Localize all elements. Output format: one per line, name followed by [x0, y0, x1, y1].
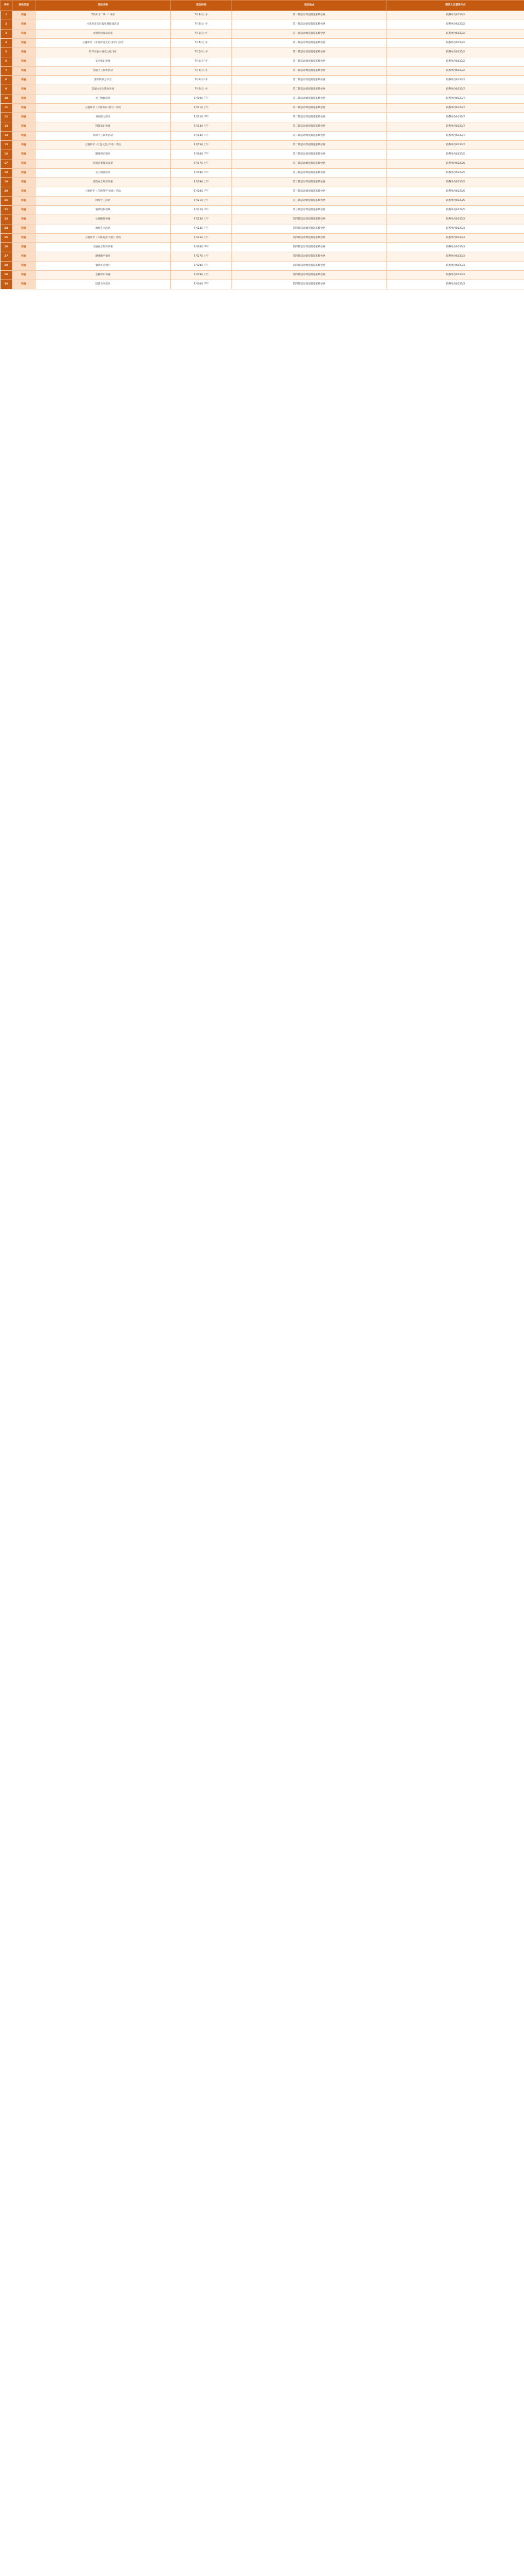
row-time: 7月21日上午 — [171, 197, 232, 206]
row-category: 讲座 — [13, 262, 35, 271]
row-title: 主题研学《自然科学·探索》活动 — [35, 187, 171, 197]
row-time: 7月28日下午 — [171, 262, 232, 271]
row-title: 亲子阅读活动 — [35, 169, 171, 178]
row-place: 第四期活动课室街道长岭社区 — [232, 215, 387, 224]
row-time: 7月12日下午 — [171, 113, 232, 122]
row-contact: 联系单位0123/5 — [387, 206, 524, 215]
table-row — [1, 76, 524, 85]
row-title: 暑期才艺展示 — [35, 262, 171, 271]
row-contact: 联系单位0123/5 — [387, 187, 524, 197]
row-category: 讲座 — [13, 178, 35, 187]
row-time: 7月13日上午 — [171, 122, 232, 132]
row-category: 讲座 — [13, 57, 35, 67]
row-title: 折纸手工活动 — [35, 197, 171, 206]
row-title: 垃圾分类知识竞赛 — [35, 159, 171, 169]
row-place: 第二期活动课室街道长岭社区 — [232, 76, 387, 85]
row-title: 创意手工制作活动 — [35, 67, 171, 76]
row-contact: 联系单位0123/2 — [387, 39, 524, 48]
row-index: 21 — [1, 197, 13, 206]
row-category: 讲座 — [13, 150, 35, 159]
row-index: 30 — [1, 280, 13, 289]
row-contact: 联系单位0123/2 — [387, 57, 524, 67]
row-title: 趣味英语课堂 — [35, 150, 171, 159]
row-title: 趣味数学课堂 — [35, 252, 171, 262]
row-place: 第四期活动课室街道长岭社区 — [232, 234, 387, 243]
row-category: 讲座 — [13, 94, 35, 104]
row-contact: 联系单位0123/2 — [387, 29, 524, 39]
row-title: 急救知识讲座 — [35, 271, 171, 280]
row-index: 26 — [1, 243, 13, 252]
row-contact: 联系单位0123/7 — [387, 141, 524, 150]
row-category: 讲座 — [13, 271, 35, 280]
row-place: 第四期活动课室街道长岭社区 — [232, 262, 387, 271]
row-index: 14 — [1, 132, 13, 141]
row-index: 25 — [1, 234, 13, 243]
row-contact: 联系单位0123/2 — [387, 20, 524, 29]
row-contact: 联系单位0123/3 — [387, 234, 524, 243]
row-contact: 联系单位0123/7 — [387, 76, 524, 85]
row-category: 讲座 — [13, 76, 35, 85]
row-title: 暑期电影放映 — [35, 206, 171, 215]
table-row — [1, 20, 524, 29]
row-time: 7月3日上午 — [171, 29, 232, 39]
row-category: 讲座 — [13, 39, 35, 48]
row-contact: 联系单位0123/7 — [387, 94, 524, 104]
header-category: 活动类型 — [13, 1, 35, 11]
row-category: 讲座 — [13, 29, 35, 39]
row-category: 讲座 — [13, 206, 35, 215]
table-row — [1, 206, 524, 215]
row-title: 暑期阅读分享会 — [35, 76, 171, 85]
row-place: 第三期活动课室街道长岭社区 — [232, 206, 387, 215]
row-time: 7月11日上午 — [171, 104, 232, 113]
table-body — [1, 11, 524, 289]
header-title: 活动名称 — [35, 1, 171, 11]
row-time: 7月10日下午 — [171, 94, 232, 104]
row-time: 7月17日上午 — [171, 159, 232, 169]
row-contact: 联系单位0123/2 — [387, 67, 524, 76]
row-place: 第四期活动课室街道长岭社区 — [232, 252, 387, 262]
row-index: 23 — [1, 215, 13, 224]
row-time: 7月8日下午 — [171, 76, 232, 85]
row-index: 18 — [1, 169, 13, 178]
row-time: 7月22日下午 — [171, 206, 232, 215]
row-title: 主题研学《红色文化·传承》活动 — [35, 141, 171, 150]
table-row — [1, 48, 524, 57]
header-time: 活动时间 — [171, 1, 232, 11]
row-contact: 联系单位0123/7 — [387, 113, 524, 122]
row-place: 第三期活动课室街道长岭社区 — [232, 159, 387, 169]
table-row — [1, 113, 524, 122]
table-row — [1, 280, 524, 289]
table-row — [1, 224, 524, 234]
row-contact: 联系单位0123/3 — [387, 224, 524, 234]
row-index: 11 — [1, 104, 13, 113]
row-index: 15 — [1, 141, 13, 150]
row-contact: 联系单位0123/5 — [387, 150, 524, 159]
row-title: 消防安全知识讲座 — [35, 178, 171, 187]
table-row — [1, 104, 524, 113]
row-time: 7月4日上午 — [171, 39, 232, 48]
table-row — [1, 85, 524, 94]
table-row — [1, 197, 524, 206]
row-contact: 联系单位0123/3 — [387, 262, 524, 271]
row-title: 科普知识讲座 — [35, 122, 171, 132]
row-contact: 联系单位0123/5 — [387, 178, 524, 187]
row-place: 第二期活动课室街道长岭社区 — [232, 113, 387, 122]
row-contact: 联系单位0123/3 — [387, 252, 524, 262]
row-category: 讲座 — [13, 243, 35, 252]
row-place: 第四期活动课室街道长岭社区 — [232, 224, 387, 234]
row-title: 文明用语知识讲座 — [35, 29, 171, 39]
row-time: 7月29日上午 — [171, 271, 232, 280]
row-place: 第一期活动课室街道长岭社区 — [232, 39, 387, 48]
row-index: 5 — [1, 48, 13, 57]
row-time: 7月20日下午 — [171, 187, 232, 197]
table-header-row — [1, 1, 524, 11]
row-time: 7月18日下午 — [171, 169, 232, 178]
row-title: 环保手工制作活动 — [35, 132, 171, 141]
row-place: 第二期活动课室街道长岭社区 — [232, 122, 387, 132]
row-time: 7月2日上午 — [171, 20, 232, 29]
row-category: 讲座 — [13, 169, 35, 178]
row-place: 第四期活动课室街道长岭社区 — [232, 271, 387, 280]
row-contact: 联系单位0123/2 — [387, 11, 524, 20]
row-contact: 联系单位0123/5 — [387, 197, 524, 206]
row-contact: 联系单位0123/3 — [387, 280, 524, 289]
row-index: 2 — [1, 20, 13, 29]
header-index: 序号 — [1, 1, 13, 11]
table-row — [1, 67, 524, 76]
row-title: 交通安全知识讲座 — [35, 243, 171, 252]
row-index: 16 — [1, 150, 13, 159]
row-category: 讲座 — [13, 67, 35, 76]
row-category: 讲座 — [13, 280, 35, 289]
row-place: 第三期活动课室街道长岭社区 — [232, 169, 387, 178]
row-place: 第二期活动课室街道长岭社区 — [232, 141, 387, 150]
table-row — [1, 39, 524, 48]
row-place: 第三期活动课室街道长岭社区 — [232, 187, 387, 197]
row-time: 7月15日上午 — [171, 141, 232, 150]
row-title: 主题研学《传统节日·端午》活动 — [35, 104, 171, 113]
row-title: 节约用水 “从一” 开始 — [35, 11, 171, 20]
row-category: 讲座 — [13, 11, 35, 20]
row-title: 剪纸艺术活动 — [35, 224, 171, 234]
row-place: 第三期活动课室街道长岭社区 — [232, 150, 387, 159]
row-index: 19 — [1, 178, 13, 187]
table-row — [1, 271, 524, 280]
row-category: 讲座 — [13, 132, 35, 141]
table-row — [1, 187, 524, 197]
row-title: 心理健康讲座 — [35, 215, 171, 224]
row-contact: 联系单位0123/3 — [387, 271, 524, 280]
row-index: 10 — [1, 94, 13, 104]
activity-schedule-table — [0, 0, 524, 289]
table-row — [1, 141, 524, 150]
row-title: 主题研学《中国传统文化·国学》活动 — [35, 39, 171, 48]
row-category: 讲座 — [13, 159, 35, 169]
row-place: 第二期活动课室街道长岭社区 — [232, 132, 387, 141]
row-time: 7月26日下午 — [171, 243, 232, 252]
row-category: 讲座 — [13, 48, 35, 57]
row-contact: 联系单位0123/5 — [387, 159, 524, 169]
row-title: 书法练习活动 — [35, 113, 171, 122]
row-index: 12 — [1, 113, 13, 122]
row-category: 讲座 — [13, 141, 35, 150]
row-category: 讲座 — [13, 187, 35, 197]
row-index: 17 — [1, 159, 13, 169]
row-index: 1 — [1, 11, 13, 20]
row-category: 讲座 — [13, 215, 35, 224]
row-place: 第一期活动课室街道长岭社区 — [232, 29, 387, 39]
row-title: 安全知识讲座 — [35, 57, 171, 67]
table-row — [1, 178, 524, 187]
row-time: 7月27日上午 — [171, 252, 232, 262]
row-contact: 联系单位0123/2 — [387, 48, 524, 57]
table-row — [1, 169, 524, 178]
header-place: 活动地点 — [232, 1, 387, 11]
table-row — [1, 29, 524, 39]
row-place: 第二期活动课室街道长岭社区 — [232, 94, 387, 104]
row-index: 13 — [1, 122, 13, 132]
header-contact: 联系人及联系方式 — [387, 1, 524, 11]
table-row — [1, 122, 524, 132]
row-title: 防溺水安全教育讲座 — [35, 85, 171, 94]
row-place: 第三期活动课室街道长岭社区 — [232, 197, 387, 206]
row-place: 第一期活动课室街道长岭社区 — [232, 11, 387, 20]
row-index: 3 — [1, 29, 13, 39]
row-index: 6 — [1, 57, 13, 67]
table-row — [1, 132, 524, 141]
table-row — [1, 11, 524, 20]
row-contact: 联系单位0123/7 — [387, 122, 524, 132]
table-row — [1, 57, 524, 67]
row-time: 7月23日上午 — [171, 215, 232, 224]
row-time: 7月19日上午 — [171, 178, 232, 187]
row-time: 7月5日上午 — [171, 48, 232, 57]
row-category: 讲座 — [13, 20, 35, 29]
row-contact: 联系单位0123/3 — [387, 243, 524, 252]
table-row — [1, 262, 524, 271]
row-place: 第四期活动课室街道长岭社区 — [232, 243, 387, 252]
row-place: 第一期活动课室街道长岭社区 — [232, 48, 387, 57]
row-place: 第四期活动课室街道长岭社区 — [232, 280, 387, 289]
row-time: 7月14日下午 — [171, 132, 232, 141]
table-row — [1, 234, 524, 243]
row-place: 第一期活动课室街道长岭社区 — [232, 67, 387, 76]
row-index: 22 — [1, 206, 13, 215]
row-category: 讲座 — [13, 197, 35, 206]
row-index: 20 — [1, 187, 13, 197]
row-index: 9 — [1, 85, 13, 94]
table-row — [1, 150, 524, 159]
row-time: 7月1日上午 — [171, 11, 232, 20]
row-index: 4 — [1, 39, 13, 48]
table-row — [1, 159, 524, 169]
row-category: 讲座 — [13, 85, 35, 94]
row-category: 讲座 — [13, 122, 35, 132]
row-index: 29 — [1, 271, 13, 280]
table-row — [1, 252, 524, 262]
row-place: 第一期活动课室街道长岭社区 — [232, 20, 387, 29]
row-time: 7月16日下午 — [171, 150, 232, 159]
table-row — [1, 215, 524, 224]
row-category: 讲座 — [13, 234, 35, 243]
row-index: 7 — [1, 67, 13, 76]
row-contact: 联系单位0123/5 — [387, 169, 524, 178]
table-row — [1, 94, 524, 104]
row-time: 7月6日下午 — [171, 57, 232, 67]
row-place: 第一期活动课室街道长岭社区 — [232, 57, 387, 67]
row-contact: 联系单位0123/7 — [387, 132, 524, 141]
row-index: 28 — [1, 262, 13, 271]
row-category: 讲座 — [13, 252, 35, 262]
row-time: 7月9日上午 — [171, 85, 232, 94]
row-index: 27 — [1, 252, 13, 262]
row-title: 科学实验小课堂之纸飞机 — [35, 48, 171, 57]
row-category: 讲座 — [13, 113, 35, 122]
row-time: 7月24日下午 — [171, 224, 232, 234]
row-place: 第二期活动课室街道长岭社区 — [232, 85, 387, 94]
row-index: 8 — [1, 76, 13, 85]
row-title: 主题研学《传统美食·体验》活动 — [35, 234, 171, 243]
row-time: 7月30日下午 — [171, 280, 232, 289]
row-time: 7月7日上午 — [171, 67, 232, 76]
row-contact: 联系单位0123/3 — [387, 215, 524, 224]
table-row — [1, 243, 524, 252]
row-place: 第三期活动课室街道长岭社区 — [232, 178, 387, 187]
row-time: 7月25日上午 — [171, 234, 232, 243]
row-category: 讲座 — [13, 224, 35, 234]
row-title: 结营分享活动 — [35, 280, 171, 289]
row-contact: 联系单位0123/7 — [387, 85, 524, 94]
row-contact: 联系单位0123/7 — [387, 104, 524, 113]
row-place: 第二期活动课室街道长岭社区 — [232, 104, 387, 113]
row-category: 讲座 — [13, 104, 35, 113]
row-index: 24 — [1, 224, 13, 234]
row-title: 亲子绘画活动 — [35, 94, 171, 104]
row-title: 垃圾分类与垃圾处理健康活动 — [35, 20, 171, 29]
